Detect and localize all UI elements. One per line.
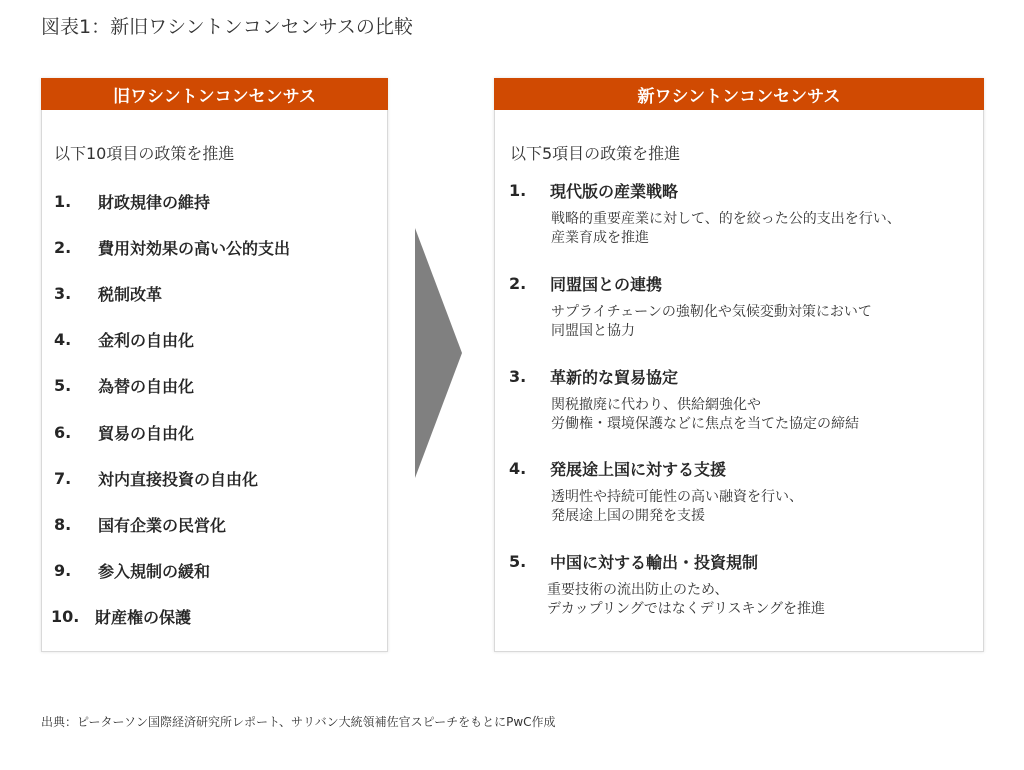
old-consensus-item <box>52 326 194 352</box>
figure-title: 図表1：新旧ワシントンコンセンサスの比較 <box>41 16 413 38</box>
new-consensus-item-number: 3. <box>509 367 527 386</box>
source-footnote: 出典：ピーターソン国際経済研究所レポート、サリバン大統領補佐官スピーチをもとにPwC作成 <box>41 715 556 729</box>
old-consensus-list <box>42 79 387 651</box>
new-consensus-item-number: 2. <box>509 274 527 293</box>
new-consensus-item-label: 革新的な貿易協定 <box>550 368 679 387</box>
new-consensus-item-heading <box>509 550 969 573</box>
old-consensus-item <box>52 557 210 583</box>
old-consensus-item-number: 7. <box>54 468 72 488</box>
new-consensus-item-heading <box>509 365 969 388</box>
old-consensus-item-label: 為替の自由化 <box>98 376 195 396</box>
new-consensus-item-number: 5. <box>509 552 527 571</box>
new-consensus-item <box>509 457 969 526</box>
old-consensus-item <box>52 603 191 629</box>
new-consensus-panel <box>494 78 984 652</box>
new-consensus-item-label: 発展途上国に対する支援 <box>550 460 727 479</box>
new-consensus-item-heading <box>509 272 969 295</box>
old-consensus-item-number: 6. <box>54 422 72 442</box>
old-consensus-intro: 以下10項目の政策を推進 <box>54 144 235 163</box>
old-consensus-item-label: 財産権の保護 <box>95 607 192 627</box>
old-consensus-item-number: 1. <box>54 191 72 211</box>
new-consensus-item <box>509 272 969 341</box>
old-consensus-item-label: 金利の自由化 <box>98 330 195 350</box>
arrow-shape <box>415 228 462 478</box>
old-consensus-item-number: 8. <box>54 514 72 534</box>
new-consensus-item-label: 中国に対する輸出・投資規制 <box>550 553 759 572</box>
right-arrow-icon <box>415 228 467 478</box>
old-consensus-item-number: 9. <box>54 560 72 580</box>
old-consensus-item-number: 4. <box>54 329 72 349</box>
new-consensus-intro: 以下5項目の政策を推進 <box>510 144 681 163</box>
old-consensus-header: 旧ワシントンコンセンサス <box>41 78 388 110</box>
old-consensus-item <box>52 372 194 398</box>
old-consensus-item-label: 貿易の自由化 <box>98 423 195 443</box>
old-consensus-item <box>52 280 162 306</box>
new-consensus-item-number: 1. <box>509 181 527 200</box>
old-consensus-item <box>52 234 290 260</box>
new-consensus-item <box>509 550 969 619</box>
old-consensus-item <box>52 511 226 537</box>
new-consensus-item-description: サプライチェーンの強靭化や気候変動対策において 同盟国と協力 <box>551 304 872 339</box>
old-consensus-item-number: 10. <box>51 606 80 626</box>
old-consensus-item-label: 費用対効果の高い公的支出 <box>98 238 291 258</box>
new-consensus-item-label: 同盟国との連携 <box>550 275 663 294</box>
old-consensus-item-label: 税制改革 <box>98 284 163 304</box>
new-consensus-item-description: 透明性や持続可能性の高い融資を行い、 発展途上国の開発を支援 <box>551 489 803 524</box>
old-consensus-item-label: 国有企業の民営化 <box>98 515 227 535</box>
new-consensus-item-description: 重要技術の流出防止のため、 デカップリングではなくデリスキングを推進 <box>547 582 826 617</box>
old-consensus-panel <box>41 78 388 652</box>
new-consensus-item-number: 4. <box>509 459 527 478</box>
old-consensus-item-label: 対内直接投資の自由化 <box>98 469 259 489</box>
old-consensus-item-number: 2. <box>54 237 72 257</box>
old-consensus-item-number: 3. <box>54 283 72 303</box>
old-consensus-item-label: 財政規律の維持 <box>98 192 211 212</box>
old-consensus-item-number: 5. <box>54 375 72 395</box>
old-consensus-item-label: 参入規制の緩和 <box>98 561 211 581</box>
new-consensus-item-heading <box>509 457 969 480</box>
new-consensus-item-heading <box>509 179 969 202</box>
new-consensus-item-description: 関税撤廃に代わり、供給網強化や 労働権・環境保護などに焦点を当てた協定の締結 <box>551 397 859 432</box>
old-consensus-item <box>52 419 194 445</box>
new-consensus-item <box>509 365 969 434</box>
new-consensus-header: 新ワシントンコンセンサス <box>494 78 984 110</box>
new-consensus-item-description: 戦略的重要産業に対して、的を絞った公的支出を行い、 産業育成を推進 <box>551 211 901 246</box>
new-consensus-item <box>509 179 969 248</box>
new-consensus-item-label: 現代版の産業戦略 <box>550 182 679 201</box>
old-consensus-item <box>52 465 258 491</box>
old-consensus-item <box>52 188 210 214</box>
